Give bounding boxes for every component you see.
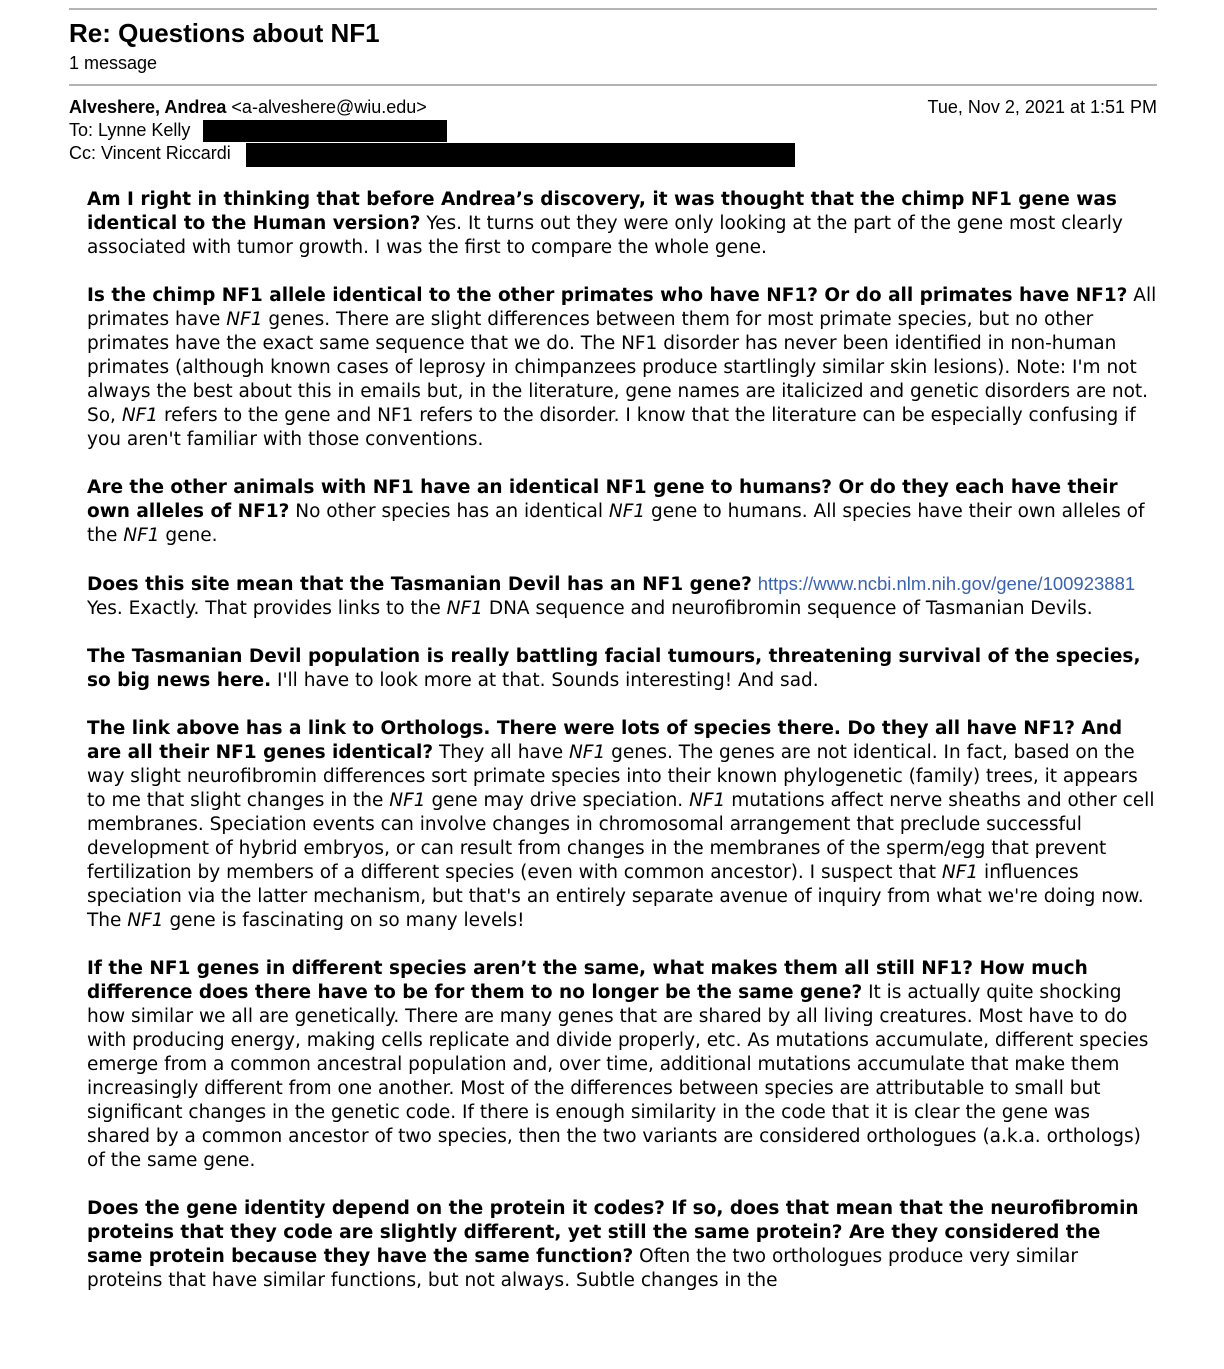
- gene-name: NF1: [121, 405, 159, 426]
- sender-email[interactable]: <a-alveshere@wiu.edu>: [231, 97, 427, 117]
- body-paragraph: [87, 957, 1157, 1173]
- message-count: 1 message: [69, 53, 158, 73]
- answer-text: gene may drive speciation.: [425, 790, 690, 811]
- answer-text: Yes. It turns out they were only looking at the part of the gene most clearly associated with tumor growth. I was the first to compare the whole gene.: [87, 213, 1123, 258]
- answer-text: genes. There are slight differences between them for most primate species, but no other primates have the exact same sequence that we do. The NF1 disorder has never been identified in non-human primates (although known cases of leprosy in chimpanzees produce startlingly similar skin lesions). Note: I'm not always the best about this in emails but, in the literature, gene names are italicized and genetic disorders are not. So,: [87, 309, 1149, 426]
- ncbi-link[interactable]: https://www.ncbi.nlm.nih.gov/gene/100923881: [757, 573, 1136, 594]
- body-paragraph: [87, 476, 1157, 548]
- body-paragraph: [87, 1197, 1157, 1293]
- gene-name: NF1: [123, 525, 160, 546]
- question-text: The link above has a link to Orthologs. There were lots of species there. Do they all have NF1? And are all their NF1 genes identical?: [87, 718, 1123, 763]
- gene-name: NF1: [226, 309, 263, 330]
- answer-text: gene is fascinating on so many levels!: [163, 910, 525, 931]
- question-text: Am I right in thinking that before Andrea’s discovery, it was thought that the chimp NF1 gene was identical to the Human version?: [87, 189, 1117, 234]
- answer-text: mutations affect nerve sheaths and other cell membranes. Speciation events can involve changes in chromosomal arrangement that preclude successful development of hybrid embryos, or can result from changes in the membranes of the sperm/egg that prevent fertilization by members of a different species (even with common ancestor). I suspect that: [87, 790, 1155, 883]
- gene-name: NF1: [689, 790, 726, 811]
- body-paragraph: [87, 572, 1157, 621]
- answer-text: refers to the gene and NF1 refers to the disorder. I know that the literature can be especially confusing if you aren't familiar with those conventions.: [87, 405, 1136, 450]
- body-paragraph: [87, 717, 1157, 933]
- answer-text: Yes. Exactly. That provides links to the: [87, 598, 447, 619]
- answer-text: I'll have to look more at that. Sounds interesting! And sad.: [271, 670, 819, 691]
- gene-name: NF1: [446, 598, 483, 619]
- answer-text: Often the two orthologues produce very similar proteins that have similar functions, but not always. Subtle changes in the: [87, 1246, 1078, 1291]
- question-text: If the NF1 genes in different species aren’t the same, what makes them all still NF1? How much difference does there have to be for them to no longer be the same gene?: [87, 958, 1088, 1003]
- email-subject: Re: Questions about NF1: [69, 18, 380, 48]
- gene-name: NF1: [389, 790, 426, 811]
- answer-text: All primates have: [87, 285, 1157, 330]
- answer-text: No other species has an identical: [289, 501, 609, 522]
- question-text: The Tasmanian Devil population is really battling facial tumours, threatening survival of the species, so big news here.: [87, 646, 1141, 691]
- answer-text: gene to humans. All species have their own alleles of the: [87, 501, 1145, 546]
- top-divider: [69, 8, 1157, 10]
- answer-text: genes. The genes are not identical. In fact, based on the way slight neurofibromin differences sort primate species into their known phylogenetic (family) trees, it appears to me that slight changes in the: [87, 742, 1138, 811]
- answer-text: influences speciation via the latter mechanism, but that's an entirely separate avenue of inquiry from what we're doing now. The: [87, 862, 1144, 931]
- answer-text: They all have: [433, 742, 569, 763]
- header-divider: [69, 84, 1157, 86]
- sender-name: Alveshere, Andrea: [69, 97, 227, 117]
- body-paragraph: [87, 284, 1157, 452]
- answer-text: It is actually quite shocking how similar we all are genetically. There are many genes that are shared by all living creatures. Most have to do with producing energy, making cells replicate and divide properly, etc. As mutations accumulate, different species emerge from a common ancestral population and, over time, additional mutations accumulate that make them increasingly different from one another. Most of the differences between species are attributable to small but significant changes in the genetic code. If there is enough similarity in the code that it is clear the gene was shared by a common ancestor of two species, then the two variants are considered orthologues (a.k.a. orthologs) of the same gene.: [87, 982, 1149, 1171]
- answer-text: DNA sequence and neurofibromin sequence of Tasmanian Devils.: [482, 598, 1093, 619]
- gene-name: NF1: [127, 910, 164, 931]
- answer-text: gene.: [159, 525, 218, 546]
- sender-line: [69, 96, 427, 118]
- question-text: Is the chimp NF1 allele identical to the other primates who have NF1? Or do all primates have NF1?: [87, 285, 1128, 306]
- email-body: [87, 188, 1157, 1317]
- cc-line: Cc: Vincent Riccardi: [69, 143, 231, 163]
- to-line: To: Lynne Kelly: [69, 120, 191, 140]
- gene-name: NF1: [568, 742, 606, 763]
- question-text: Does the gene identity depend on the protein it codes? If so, does that mean that the neurofibromin proteins that they code are slightly different, yet still the same protein? Are they considered the same protein because they have the same function?: [87, 1198, 1139, 1267]
- redaction-bar-to: [203, 120, 447, 142]
- email-date: Tue, Nov 2, 2021 at 1:51 PM: [927, 97, 1157, 117]
- gene-name: NF1: [941, 862, 979, 883]
- question-text: Does this site mean that the Tasmanian Devil has an NF1 gene?: [87, 574, 752, 595]
- redaction-bar-cc: [246, 143, 795, 167]
- body-paragraph: [87, 188, 1157, 260]
- body-paragraph: [87, 645, 1157, 693]
- question-text: Are the other animals with NF1 have an identical NF1 gene to humans? Or do they each have their own alleles of NF1?: [87, 477, 1118, 522]
- gene-name: NF1: [608, 501, 646, 522]
